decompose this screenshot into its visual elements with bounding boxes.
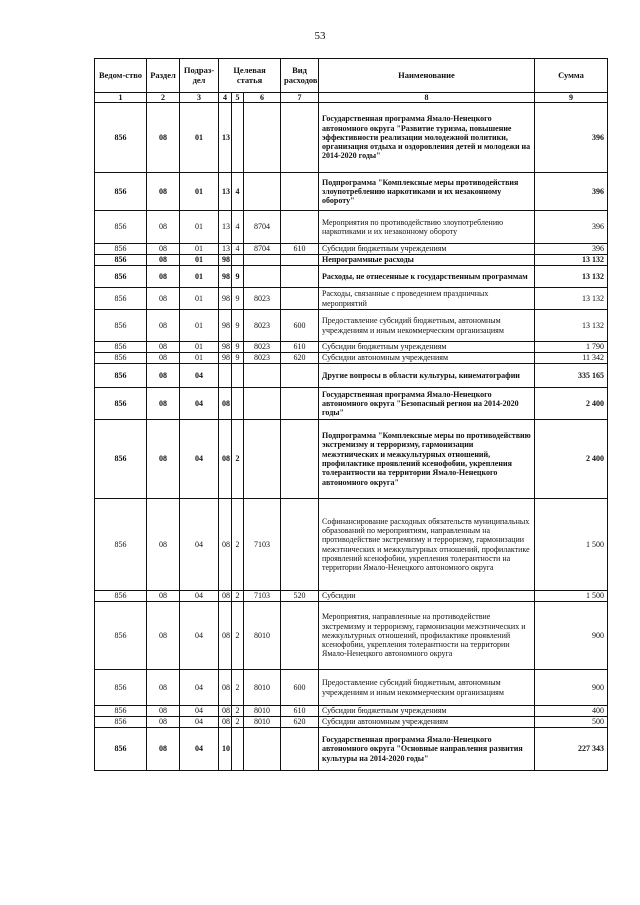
cell-summa: 1 500 (535, 499, 608, 591)
table-row (95, 388, 608, 420)
cell-direction-code (244, 420, 281, 499)
cell-vedomstvo: 856 (95, 353, 147, 364)
cell-summa: 400 (535, 706, 608, 717)
header-row (95, 59, 608, 93)
cell-vedomstvo: 856 (95, 342, 147, 353)
cell-vedomstvo: 856 (95, 173, 147, 211)
cell-naimenovanie: Предоставление субсидий бюджетным, автономным учреждениям и иным некоммерческим организациям (319, 670, 535, 706)
cell-direction-code: 8010 (244, 602, 281, 670)
cell-program-code: 98 (219, 255, 232, 266)
cell-subprogram-code: 9 (232, 353, 244, 364)
cell-program-code: 08 (219, 499, 232, 591)
cell-vid-raskhodov (281, 420, 319, 499)
cell-subprogram-code: 9 (232, 310, 244, 342)
table-row (95, 255, 608, 266)
cell-summa: 335 165 (535, 364, 608, 388)
cell-summa: 396 (535, 244, 608, 255)
cell-podrazdel: 01 (180, 342, 219, 353)
cell-subprogram-code: 4 (232, 211, 244, 244)
table-row (95, 103, 608, 173)
cell-vid-raskhodov: 620 (281, 717, 319, 728)
cell-podrazdel: 04 (180, 706, 219, 717)
cell-program-code: 08 (219, 670, 232, 706)
cell-vid-raskhodov: 610 (281, 342, 319, 353)
cell-vedomstvo: 856 (95, 420, 147, 499)
table-row (95, 670, 608, 706)
table-row (95, 266, 608, 288)
header-naimenovanie: Наименование (319, 59, 535, 93)
cell-vid-raskhodov (281, 288, 319, 310)
cell-subprogram-code (232, 728, 244, 771)
cell-naimenovanie: Субсидии автономным учреждениям (319, 717, 535, 728)
table-body (95, 103, 608, 771)
cell-subprogram-code: 9 (232, 266, 244, 288)
cell-program-code: 98 (219, 266, 232, 288)
cell-razdel: 08 (147, 342, 180, 353)
cell-vedomstvo: 856 (95, 602, 147, 670)
cell-naimenovanie: Предоставление субсидий бюджетным, автономным учреждениям и иным некоммерческим организациям (319, 310, 535, 342)
cell-direction-code: 8023 (244, 342, 281, 353)
cell-summa: 13 132 (535, 266, 608, 288)
table-row (95, 591, 608, 602)
cell-direction-code: 8704 (244, 211, 281, 244)
cell-vedomstvo: 856 (95, 591, 147, 602)
cell-vid-raskhodov: 600 (281, 310, 319, 342)
cell-subprogram-code: 2 (232, 670, 244, 706)
cell-razdel: 08 (147, 255, 180, 266)
cell-razdel: 08 (147, 353, 180, 364)
cell-razdel: 08 (147, 728, 180, 771)
table-row (95, 173, 608, 211)
cell-naimenovanie: Субсидии бюджетным учреждениям (319, 244, 535, 255)
cell-direction-code: 8010 (244, 670, 281, 706)
cell-razdel: 08 (147, 388, 180, 420)
cell-program-code: 10 (219, 728, 232, 771)
cell-subprogram-code (232, 364, 244, 388)
cell-subprogram-code: 9 (232, 288, 244, 310)
cell-program-code: 13 (219, 103, 232, 173)
cell-podrazdel: 04 (180, 364, 219, 388)
cell-vid-raskhodov (281, 266, 319, 288)
table-row (95, 342, 608, 353)
header-razdel: Раздел (147, 59, 180, 93)
cell-subprogram-code: 4 (232, 173, 244, 211)
cell-naimenovanie: Другие вопросы в области культуры, кинематографии (319, 364, 535, 388)
cell-podrazdel: 04 (180, 670, 219, 706)
cell-naimenovanie: Подпрограмма "Комплексные меры противодействия злоупотреблению наркотиками и их незаконному обороту" (319, 173, 535, 211)
cell-vid-raskhodov: 610 (281, 244, 319, 255)
cell-vedomstvo: 856 (95, 255, 147, 266)
cell-naimenovanie: Субсидии (319, 591, 535, 602)
cell-summa: 13 132 (535, 288, 608, 310)
cell-podrazdel: 01 (180, 288, 219, 310)
cell-subprogram-code: 2 (232, 717, 244, 728)
cell-program-code: 98 (219, 310, 232, 342)
header-podrazdel: Подраз-дел (180, 59, 219, 93)
cell-program-code (219, 364, 232, 388)
cell-vedomstvo: 856 (95, 717, 147, 728)
cell-summa: 2 400 (535, 388, 608, 420)
cell-summa: 11 342 (535, 353, 608, 364)
cell-vid-raskhodov (281, 103, 319, 173)
cell-vedomstvo: 856 (95, 388, 147, 420)
cell-vedomstvo: 856 (95, 728, 147, 771)
table-row (95, 420, 608, 499)
cell-subprogram-code: 9 (232, 342, 244, 353)
header-summa: Сумма (535, 59, 608, 93)
cell-naimenovanie: Государственная программа Ямало-Ненецкого автономного округа "Развитие туризма, повышение эффективности реализации молодежной политики, организация отдыха и оздоровления детей и молодежи на 2014-2020 годы" (319, 103, 535, 173)
cell-summa: 900 (535, 670, 608, 706)
cell-summa: 500 (535, 717, 608, 728)
cell-vid-raskhodov (281, 602, 319, 670)
column-number: 2 (147, 93, 180, 103)
column-number: 4 (219, 93, 232, 103)
cell-vid-raskhodov: 600 (281, 670, 319, 706)
cell-naimenovanie: Софинансирование расходных обязательств муниципальных образований по мероприятиям, направленным на противодействие экстремизму и терроризму, гармонизации межэтнических и межкультурных отношений, профилактике проявлений ксенофобии, укрепления толерантности на территории Ямало-Ненецкого автономного округа (319, 499, 535, 591)
budget-table (94, 58, 608, 771)
cell-razdel: 08 (147, 103, 180, 173)
cell-razdel: 08 (147, 499, 180, 591)
cell-summa: 900 (535, 602, 608, 670)
cell-subprogram-code: 2 (232, 591, 244, 602)
cell-podrazdel: 04 (180, 602, 219, 670)
table-row (95, 706, 608, 717)
cell-podrazdel: 01 (180, 255, 219, 266)
table-row (95, 602, 608, 670)
cell-razdel: 08 (147, 244, 180, 255)
cell-vid-raskhodov (281, 211, 319, 244)
cell-direction-code: 8010 (244, 706, 281, 717)
cell-podrazdel: 01 (180, 103, 219, 173)
cell-vid-raskhodov (281, 388, 319, 420)
cell-razdel: 08 (147, 670, 180, 706)
cell-direction-code: 8704 (244, 244, 281, 255)
cell-direction-code (244, 728, 281, 771)
cell-naimenovanie: Мероприятия по противодействию злоупотреблению наркотиками и их незаконному обороту (319, 211, 535, 244)
column-number-row (95, 93, 608, 103)
cell-summa: 1 790 (535, 342, 608, 353)
column-number: 9 (535, 93, 608, 103)
table-row (95, 244, 608, 255)
header-tselevaya-statya: Целевая статья (219, 59, 281, 93)
cell-razdel: 08 (147, 364, 180, 388)
table-row (95, 717, 608, 728)
cell-vid-raskhodov (281, 499, 319, 591)
cell-subprogram-code: 2 (232, 706, 244, 717)
cell-program-code: 08 (219, 602, 232, 670)
cell-subprogram-code (232, 255, 244, 266)
cell-vedomstvo: 856 (95, 244, 147, 255)
cell-direction-code: 8023 (244, 288, 281, 310)
cell-vedomstvo: 856 (95, 211, 147, 244)
cell-razdel: 08 (147, 420, 180, 499)
cell-podrazdel: 01 (180, 310, 219, 342)
cell-summa: 396 (535, 103, 608, 173)
cell-podrazdel: 04 (180, 388, 219, 420)
table-row (95, 364, 608, 388)
cell-podrazdel: 01 (180, 173, 219, 211)
column-number: 7 (281, 93, 319, 103)
cell-program-code: 08 (219, 717, 232, 728)
cell-summa: 2 400 (535, 420, 608, 499)
table-row (95, 499, 608, 591)
cell-subprogram-code: 4 (232, 244, 244, 255)
cell-direction-code (244, 364, 281, 388)
cell-naimenovanie: Государственная программа Ямало-Ненецкого автономного округа "Основные направления развития культуры на 2014-2020 годы" (319, 728, 535, 771)
cell-program-code: 98 (219, 342, 232, 353)
table-row (95, 211, 608, 244)
cell-subprogram-code (232, 103, 244, 173)
cell-vedomstvo: 856 (95, 310, 147, 342)
cell-direction-code: 8010 (244, 717, 281, 728)
cell-razdel: 08 (147, 266, 180, 288)
cell-razdel: 08 (147, 591, 180, 602)
cell-podrazdel: 01 (180, 211, 219, 244)
cell-vedomstvo: 856 (95, 364, 147, 388)
cell-subprogram-code: 2 (232, 602, 244, 670)
cell-podrazdel: 01 (180, 244, 219, 255)
cell-naimenovanie: Государственная программа Ямало-Ненецкого автономного округа "Безопасный регион на 2014-2020 годы" (319, 388, 535, 420)
cell-program-code: 98 (219, 288, 232, 310)
table-row (95, 310, 608, 342)
column-number: 5 (232, 93, 244, 103)
cell-naimenovanie: Расходы, не отнесенные к государственным программам (319, 266, 535, 288)
cell-program-code: 98 (219, 353, 232, 364)
cell-naimenovanie: Подпрограмма "Комплексные меры по противодействию экстремизму и терроризму, гармонизации межэтнических и межкультурных отношений, профилактике проявлений ксенофобии, укрепления толерантности на территории Ямало-Ненецкого автономного округа" (319, 420, 535, 499)
table-row (95, 288, 608, 310)
cell-naimenovanie: Субсидии бюджетным учреждениям (319, 342, 535, 353)
cell-vedomstvo: 856 (95, 670, 147, 706)
cell-vid-raskhodov (281, 728, 319, 771)
cell-subprogram-code: 2 (232, 420, 244, 499)
cell-vid-raskhodov: 620 (281, 353, 319, 364)
cell-direction-code: 8023 (244, 353, 281, 364)
cell-vid-raskhodov (281, 364, 319, 388)
cell-podrazdel: 04 (180, 591, 219, 602)
cell-podrazdel: 04 (180, 420, 219, 499)
cell-program-code: 08 (219, 420, 232, 499)
cell-razdel: 08 (147, 211, 180, 244)
cell-vedomstvo: 856 (95, 103, 147, 173)
cell-summa: 13 132 (535, 255, 608, 266)
cell-program-code: 13 (219, 211, 232, 244)
cell-direction-code (244, 103, 281, 173)
cell-podrazdel: 04 (180, 728, 219, 771)
column-number: 8 (319, 93, 535, 103)
cell-direction-code: 8023 (244, 310, 281, 342)
cell-razdel: 08 (147, 310, 180, 342)
cell-summa: 1 500 (535, 591, 608, 602)
header-vid-raskhodov: Вид расходов (281, 59, 319, 93)
cell-naimenovanie: Субсидии автономным учреждениям (319, 353, 535, 364)
table-row (95, 353, 608, 364)
column-number: 6 (244, 93, 281, 103)
cell-program-code: 08 (219, 706, 232, 717)
cell-podrazdel: 04 (180, 499, 219, 591)
cell-direction-code (244, 173, 281, 211)
header-vedomstvo: Ведом-ство (95, 59, 147, 93)
cell-subprogram-code (232, 388, 244, 420)
column-number: 1 (95, 93, 147, 103)
cell-razdel: 08 (147, 602, 180, 670)
cell-naimenovanie: Непрограммные расходы (319, 255, 535, 266)
cell-vid-raskhodov: 520 (281, 591, 319, 602)
cell-direction-code: 7103 (244, 499, 281, 591)
cell-vedomstvo: 856 (95, 288, 147, 310)
cell-program-code: 13 (219, 244, 232, 255)
column-number: 3 (180, 93, 219, 103)
cell-razdel: 08 (147, 173, 180, 211)
cell-direction-code (244, 266, 281, 288)
cell-podrazdel: 01 (180, 353, 219, 364)
cell-program-code: 08 (219, 388, 232, 420)
cell-summa: 227 343 (535, 728, 608, 771)
cell-summa: 396 (535, 211, 608, 244)
cell-razdel: 08 (147, 288, 180, 310)
cell-naimenovanie: Расходы, связанные с проведением праздничных мероприятий (319, 288, 535, 310)
cell-podrazdel: 01 (180, 266, 219, 288)
cell-vedomstvo: 856 (95, 706, 147, 717)
cell-direction-code (244, 388, 281, 420)
cell-program-code: 13 (219, 173, 232, 211)
cell-direction-code: 7103 (244, 591, 281, 602)
cell-program-code: 08 (219, 591, 232, 602)
cell-naimenovanie: Субсидии бюджетным учреждениям (319, 706, 535, 717)
cell-naimenovanie: Мероприятия, направленные на противодействие экстремизму и терроризму, гармонизации межэтнических и межкультурных отношений, профилактике проявлений ксенофобии, укрепления толерантности на территории Ямало-Ненецкого автономного округа (319, 602, 535, 670)
cell-vid-raskhodov: 610 (281, 706, 319, 717)
cell-vedomstvo: 856 (95, 499, 147, 591)
cell-vid-raskhodov (281, 255, 319, 266)
cell-vid-raskhodov (281, 173, 319, 211)
cell-summa: 13 132 (535, 310, 608, 342)
cell-summa: 396 (535, 173, 608, 211)
cell-subprogram-code: 2 (232, 499, 244, 591)
cell-vedomstvo: 856 (95, 266, 147, 288)
cell-direction-code (244, 255, 281, 266)
cell-razdel: 08 (147, 706, 180, 717)
page-number: 53 (314, 30, 326, 42)
table-row (95, 728, 608, 771)
cell-razdel: 08 (147, 717, 180, 728)
cell-podrazdel: 04 (180, 717, 219, 728)
